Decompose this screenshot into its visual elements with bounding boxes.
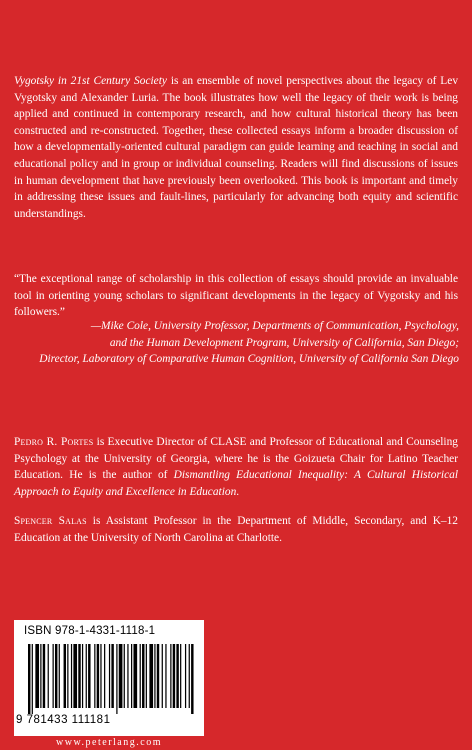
barcode-bar xyxy=(119,644,123,708)
barcode-bar xyxy=(104,644,105,708)
barcode-bar xyxy=(131,644,132,708)
bio-text-salas: is Assistant Professor in the Department of Middle, Secondary, and K–12 Education at the University of North Carolina at Charlotte. xyxy=(14,515,458,544)
barcode-bar xyxy=(149,644,153,708)
barcode-bar xyxy=(100,644,101,708)
attribution-line-3: Director, Laboratory of Comparative Human Cognition, University of California San Diego xyxy=(39,353,459,366)
endorsement-attribution xyxy=(15,318,459,368)
endorsement-quote: “The exceptional range of scholarship in this collection of essays should provide an invaluable tool in orienting young scholars to significant developments in the legacy of Vygotsky and his followers.” xyxy=(14,273,458,319)
barcode-bar xyxy=(48,644,49,708)
barcode-bar xyxy=(133,644,137,708)
isbn-label: ISBN 978-1-4331-1118-1 xyxy=(24,625,156,637)
barcode-bar xyxy=(35,644,39,708)
barcode-bar xyxy=(43,644,45,708)
barcode-bar xyxy=(64,644,66,708)
barcode-bar xyxy=(32,644,33,714)
barcode-bar xyxy=(73,644,77,708)
barcode-bar xyxy=(82,644,83,708)
barcode-panel xyxy=(14,620,204,736)
barcode-bar xyxy=(88,644,90,708)
barcode-bar xyxy=(173,644,175,708)
barcode-bar xyxy=(146,644,147,708)
description-body: is an ensemble of novel perspectives about the legacy of Lev Vygotsky and Alexander Luria. The book illustrates how well the legacy of their work is being applied and continued in contemporary research, and how cultural historical theory has been constructed and re-constructed. Together, these collected essays inform a broader discussion of how a developmentally-oriented cultural paradigm can guide learning and teaching in social and educational policy and in group or individual counseling. Readers will find discussions of issues in human development that have previously been overlooked. This book is important and timely in addressing these issues and fault-lines, particularly for advancing both equity and scientific understandings. xyxy=(14,75,459,220)
barcode-bar xyxy=(189,644,190,708)
barcode-bar xyxy=(28,644,30,714)
bio-end-portes: . xyxy=(236,485,240,498)
bio-text-portes: is Executive Director of CLASE and Professor of Educational and Counseling Psychology at the University of Georgia, where he is the Goizueta Chair for Latino Teacher Education. He is the author of xyxy=(14,436,458,482)
barcode-bar xyxy=(157,644,159,708)
attribution-line-2: and the Human Development Program, University of California, San Diego; xyxy=(109,336,459,349)
attribution-line-1: —Mike Cole, University Professor, Departments of Communication, Psychology, xyxy=(90,320,459,332)
barcode-bar xyxy=(67,644,68,708)
barcode-bar xyxy=(97,644,99,708)
barcode-bar xyxy=(71,644,72,708)
barcode-bar xyxy=(124,644,125,708)
barcode-bar xyxy=(116,644,117,714)
barcode-bar xyxy=(111,644,113,708)
barcode-bar xyxy=(127,644,128,708)
author-bio-salas xyxy=(14,513,458,546)
barcode-bar xyxy=(78,644,80,708)
barcode-bar xyxy=(109,644,110,708)
barcode-bar xyxy=(53,644,54,708)
barcode-bar xyxy=(170,644,171,708)
barcode-bar xyxy=(185,644,186,708)
barcode-bar xyxy=(86,644,87,708)
book-description xyxy=(14,73,458,222)
barcode-bar xyxy=(142,644,144,708)
barcode-icon xyxy=(28,644,196,714)
barcode-bar xyxy=(162,644,163,708)
barcode-bar xyxy=(154,644,155,708)
barcode-digits: 9 781433 111181 xyxy=(16,714,111,726)
barcode-bar xyxy=(180,644,181,708)
barcode-bar xyxy=(59,644,60,708)
barcode-bar xyxy=(55,644,57,708)
author-name-portes: Pedro R. Portes xyxy=(14,436,94,448)
author-name-salas: Spencer Salas xyxy=(14,515,87,527)
barcode-bar xyxy=(140,644,141,708)
barcode-bar xyxy=(165,644,166,708)
other-book-title: Dismantling Educational Inequality: A Cultural Historical Approach to Equity and Excellence in Education xyxy=(14,469,458,498)
barcode-bar xyxy=(94,644,95,708)
barcode-bar xyxy=(191,644,193,714)
author-bio-portes xyxy=(14,434,458,500)
book-title: Vygotsky in 21st Century Society xyxy=(14,75,167,87)
publisher-url: www.peterlang.com xyxy=(56,737,162,748)
barcode-bar xyxy=(40,644,41,708)
barcode-bar xyxy=(176,644,178,708)
